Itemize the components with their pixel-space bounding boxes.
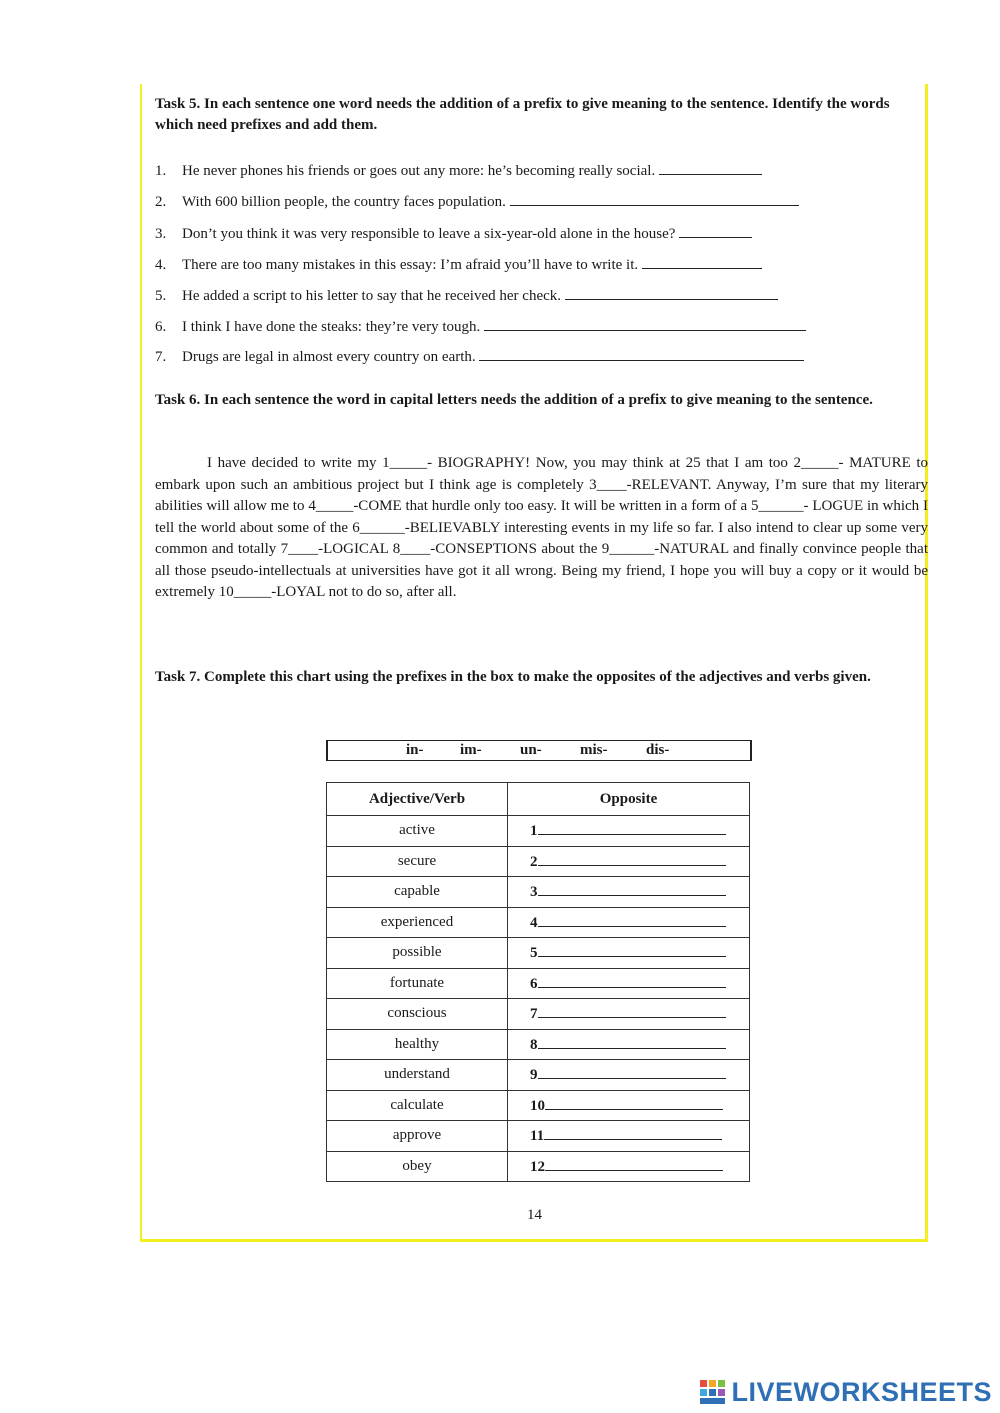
opposites-table-body	[327, 816, 750, 1182]
prefix-item: dis-	[646, 742, 670, 758]
opposite-answer-blank[interactable]	[538, 882, 726, 896]
opposite-number: 12	[530, 1158, 545, 1175]
adjective-cell: fortunate	[327, 968, 508, 999]
opposite-cell	[508, 877, 750, 908]
opposite-cell	[508, 968, 750, 999]
sentence-text: Drugs are legal in almost every country on earth.	[182, 349, 480, 365]
adjective-cell: understand	[327, 1060, 508, 1091]
opposite-answer-blank[interactable]	[538, 913, 726, 927]
opposite-number: 8	[530, 1036, 538, 1053]
opposite-number: 4	[530, 914, 538, 931]
sentence-text: He never phones his friends or goes out any more: he’s becoming really social.	[182, 163, 659, 179]
adjective-cell: approve	[327, 1121, 508, 1152]
answer-blank[interactable]	[510, 191, 799, 206]
page-number: 14	[527, 1207, 542, 1223]
adjective-cell: calculate	[327, 1090, 508, 1121]
opposite-number: 6	[530, 975, 538, 992]
task5-sentence	[155, 346, 885, 368]
opposite-cell	[508, 816, 750, 847]
adjective-cell: obey	[327, 1151, 508, 1182]
sentence-text: There are too many mistakes in this essay: I’m afraid you’ll have to write it.	[182, 257, 642, 273]
opposite-answer-blank[interactable]	[538, 1065, 726, 1079]
table-row	[327, 1151, 750, 1182]
task6-title: Task 6. In each sentence the word in capital letters needs the addition of a prefix to give meaning to the sentence.	[155, 392, 873, 408]
opposite-answer-blank[interactable]	[538, 1035, 726, 1049]
adjective-cell: secure	[327, 846, 508, 877]
sentence-number: 1.	[155, 163, 167, 179]
adjective-cell: experienced	[327, 907, 508, 938]
liveworksheets-wordmark: LIVEWORKSHEETS	[731, 1376, 992, 1407]
sentence-number: 4.	[155, 257, 167, 273]
adjective-cell: active	[327, 816, 508, 847]
opposite-answer-blank[interactable]	[538, 1004, 726, 1018]
opposite-number: 10	[530, 1097, 545, 1114]
opposite-answer-blank[interactable]	[538, 974, 726, 988]
sentence-number: 2.	[155, 194, 167, 210]
opposite-answer-blank[interactable]	[544, 1126, 722, 1140]
column-header-adjective: Adjective/Verb	[327, 783, 508, 816]
task5-sentence	[155, 160, 885, 182]
opposite-cell	[508, 846, 750, 877]
table-row	[327, 1060, 750, 1091]
table-row	[327, 1029, 750, 1060]
column-header-opposite: Opposite	[508, 783, 750, 816]
task7-title: Task 7. Complete this chart using the prefixes in the box to make the opposites of the adjectives and verbs given.	[155, 669, 871, 685]
table-row	[327, 968, 750, 999]
opposites-table	[326, 782, 750, 1182]
answer-blank[interactable]	[565, 285, 778, 300]
prefix-item: mis-	[580, 742, 608, 758]
task5-sentence	[155, 285, 885, 307]
adjective-cell: healthy	[327, 1029, 508, 1060]
opposite-number: 7	[530, 1006, 538, 1023]
task5-title: Task 5. In each sentence one word needs the addition of a prefix to give meaning to the sentence. Identify the words which need prefixes and add them.	[155, 96, 890, 133]
prefix-item: un-	[520, 742, 542, 758]
sentence-text: Don’t you think it was very responsible to leave a six-year-old alone in the house?	[182, 226, 680, 242]
opposite-number: 11	[530, 1128, 545, 1145]
opposite-cell	[508, 938, 750, 969]
sentence-text: I think I have done the steaks: they’re very tough.	[182, 319, 484, 335]
adjective-cell: possible	[327, 938, 508, 969]
table-row	[327, 1121, 750, 1152]
task5-sentence	[155, 254, 885, 276]
task5-sentence	[155, 316, 885, 338]
sentence-number: 3.	[155, 226, 167, 242]
table-row	[327, 907, 750, 938]
opposite-number: 1	[530, 823, 538, 840]
task5-sentence	[155, 191, 885, 213]
liveworksheets-logo	[699, 1375, 992, 1409]
table-row	[327, 877, 750, 908]
opposite-answer-blank[interactable]	[538, 943, 726, 957]
opposite-number: 3	[530, 884, 538, 901]
sentence-text: He added a script to his letter to say that he received her check.	[182, 288, 565, 304]
prefix-box	[326, 740, 752, 761]
table-header-row	[327, 783, 750, 816]
task6-paragraph: I have decided to write my 1_____- BIOGRAPHY! Now, you may think at 25 that I am too 2_____- MATURE to embark upon such an ambitious project but I think age is completely 3____-RELEVANT. Anyway, I’m sure that my literary abilities will allow me to 4_____-COME that hurdle only too easy. It will be written in a form of a 5______- LOGUE in which I tell the world about some of the 6______-BELIEVABLY interesting events in my life so far. I also intend to clear up some very common and totally 7____-LOGICAL 8____-CONSEPTIONS about the 9______-NATURAL and finally convince people that all those pseudo-intellectuals at universities have got it all wrong. Being my friend, I hope you will buy a copy or it would be extremely 10_____-LOYAL not to do so, after all.	[155, 455, 928, 600]
opposite-answer-blank[interactable]	[538, 821, 726, 835]
liveworksheets-icon	[699, 1378, 727, 1406]
table-row	[327, 938, 750, 969]
answer-blank[interactable]	[659, 160, 762, 175]
prefix-item: im-	[460, 742, 482, 758]
adjective-cell: capable	[327, 877, 508, 908]
opposite-cell	[508, 907, 750, 938]
adjective-cell: conscious	[327, 999, 508, 1030]
table-row	[327, 999, 750, 1030]
opposite-answer-blank[interactable]	[545, 1157, 723, 1171]
table-row	[327, 1090, 750, 1121]
opposite-number: 9	[530, 1067, 538, 1084]
opposite-answer-blank[interactable]	[545, 1096, 723, 1110]
answer-blank[interactable]	[479, 346, 804, 361]
sentence-number: 7.	[155, 349, 167, 365]
table-row	[327, 816, 750, 847]
opposite-cell	[508, 1029, 750, 1060]
answer-blank[interactable]	[679, 223, 752, 238]
opposite-cell	[508, 1121, 750, 1152]
prefix-item: in-	[406, 742, 424, 758]
answer-blank[interactable]	[642, 254, 762, 269]
opposite-cell	[508, 999, 750, 1030]
sentence-text: With 600 billion people, the country faces population.	[182, 194, 510, 210]
opposite-cell	[508, 1090, 750, 1121]
opposite-cell	[508, 1151, 750, 1182]
sentence-number: 5.	[155, 288, 167, 304]
sentence-number: 6.	[155, 319, 167, 335]
answer-blank[interactable]	[484, 316, 806, 331]
task5-sentence	[155, 223, 885, 245]
opposite-answer-blank[interactable]	[538, 852, 726, 866]
table-row	[327, 846, 750, 877]
opposite-cell	[508, 1060, 750, 1091]
opposite-number: 5	[530, 945, 538, 962]
opposite-number: 2	[530, 853, 538, 870]
